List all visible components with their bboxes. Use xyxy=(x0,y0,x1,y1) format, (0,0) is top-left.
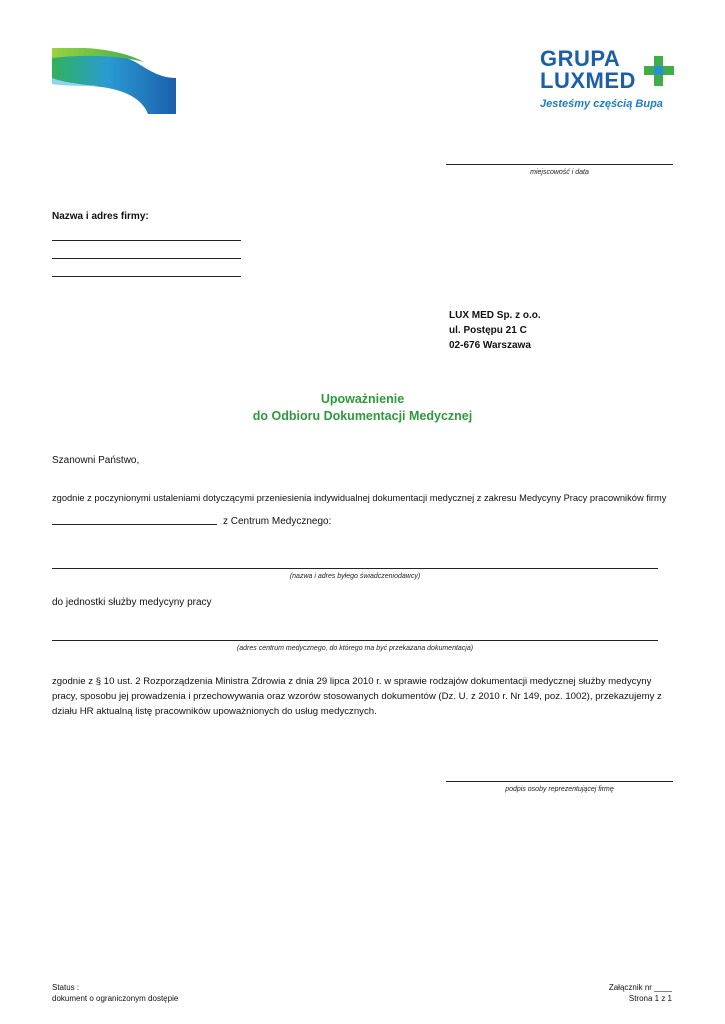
logo-line-luxmed: LUXMED xyxy=(540,68,636,93)
place-date-label: miejscowość i data xyxy=(530,169,589,176)
title-line-1: Upoważnienie xyxy=(320,392,405,406)
grupa-luxmed-logo xyxy=(538,48,678,116)
logo-line-grupa: GRUPA xyxy=(540,46,621,71)
former-provider-line xyxy=(52,568,658,569)
paragraph-1-continuation: z Centrum Medycznego: xyxy=(223,516,332,527)
to-unit-text: do jednostki służby medycyny pracy xyxy=(52,597,212,608)
company-line-1 xyxy=(52,240,241,241)
company-line-3 xyxy=(52,276,241,277)
place-date-line xyxy=(446,164,673,165)
paragraph-1: zgodnie z poczynionymi ustaleniami dotyczącymi przeniesienia indywidualnej dokumentacji medycznej z zakresu Medycyny Pracy pracowników firmy xyxy=(52,493,667,503)
company-name-line xyxy=(52,524,217,525)
greeting: Szanowni Państwo, xyxy=(52,455,140,466)
company-line-2 xyxy=(52,258,241,259)
footer-left xyxy=(52,982,178,1004)
medical-center-line xyxy=(52,640,658,641)
signature-label: podpis osoby reprezentującej firmę xyxy=(505,786,614,793)
recipient-name: LUX MED Sp. z o.o. xyxy=(449,310,541,321)
footer-attachment: Załącznik nr ____ xyxy=(608,983,672,992)
recipient-city: 02-676 Warszawa xyxy=(449,340,531,351)
signature-line xyxy=(446,781,673,782)
footer-access: dokument o ograniczonym dostępie xyxy=(52,994,179,1003)
wave-logo xyxy=(52,48,176,114)
company-label: Nazwa i adres firmy: xyxy=(52,211,149,222)
medical-center-label: (adres centrum medycznego, do którego ma być przekazana dokumentacja) xyxy=(236,645,474,652)
plus-icon xyxy=(644,56,674,86)
document-title xyxy=(0,391,725,425)
title-line-2: do Odbioru Dokumentacji Medycznej xyxy=(252,409,473,423)
recipient-street: ul. Postępu 21 C xyxy=(449,325,527,336)
footer-status: Status : xyxy=(52,983,80,992)
paragraph-2: zgodnie z § 10 ust. 2 Rozporządzenia Ministra Zdrowia z dnia 29 lipca 2010 r. w sprawie rodzajów dokumentacji medycznej służby medycyny pracy, sposobu jej prowadzenia i przechowywania oraz wzorów stosowanych dokumentów (Dz. U. z 2010 r. Nr 149, poz. 1002), przekazujemy z działu HR aktualną listę pracowników upoważnionych do usług medycznych. xyxy=(52,676,662,717)
former-provider-label: (nazwa i adres byłego świadczeniodawcy) xyxy=(289,573,421,580)
footer-right xyxy=(609,982,672,1004)
logo-tagline: Jesteśmy częścią Bupa xyxy=(540,98,663,110)
footer-page-number: Strona 1 z 1 xyxy=(628,994,672,1003)
recipient-address xyxy=(449,308,541,353)
